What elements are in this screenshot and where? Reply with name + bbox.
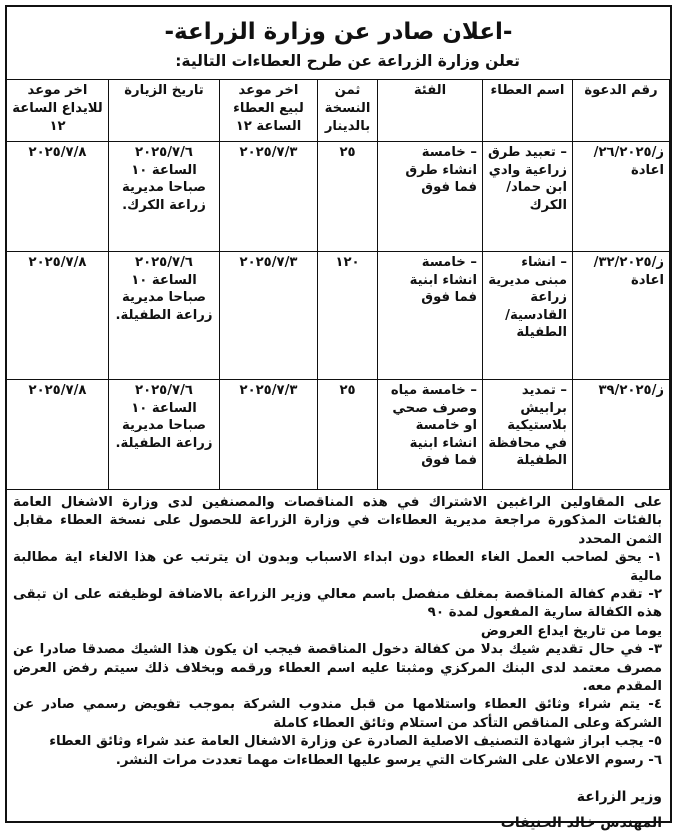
cell-tender-number: ز/٣٩/٢٠٢٥ bbox=[573, 380, 670, 490]
cell-sale-deadline: ٢٠٢٥/٧/٣ bbox=[220, 380, 318, 490]
cell-sale-deadline: ٢٠٢٥/٧/٣ bbox=[220, 142, 318, 252]
term-item: ٣- في حال تقديم شيك بدلا من كفالة دخول المناقصة فيجب ان يكون هذا الشيك مصدقا صادرا عن مصرف معتمد لدى البنك المركزي ومثبتا عليه اسم العطاء ورقمه وبخلاف ذلك سيتم رفض العرض المقدم معه. bbox=[13, 642, 662, 695]
tenders-table bbox=[6, 79, 670, 490]
table-row bbox=[7, 142, 670, 252]
cell-category: – خامسة انشاء ابنية فما فوق bbox=[378, 252, 483, 380]
header-category: الفئة bbox=[378, 80, 483, 142]
announcement-title: -اعلان صادر عن وزارة الزراعة- bbox=[164, 19, 513, 45]
cell-visit-date: ٢٠٢٥/٧/٦ الساعة ١٠ صباحا مديرية زراعة الطفيلة. bbox=[109, 380, 220, 490]
cell-tender-number: ز/٣٢/٢٠٢٥/ اعادة bbox=[573, 252, 670, 380]
header-tender-name: اسم العطاء bbox=[483, 80, 573, 142]
announcement-subtitle: تعلن وزارة الزراعة عن طرح العطاءات التالية: bbox=[175, 52, 520, 70]
cell-category: – خامسة مياه وصرف صحي او خامسة انشاء ابنية فما فوق bbox=[378, 380, 483, 490]
header-tender-number: رقم الدعوة bbox=[573, 80, 670, 142]
cell-tender-number: ز/٢٦/٢٠٢٥/ اعادة bbox=[573, 142, 670, 252]
cell-copy-price: ٢٥ bbox=[318, 380, 378, 490]
cell-visit-date: ٢٠٢٥/٧/٦ الساعة ١٠ صباحا مديرية زراعة الكرك. bbox=[109, 142, 220, 252]
table-header-row bbox=[7, 80, 670, 142]
table-row bbox=[7, 252, 670, 380]
cell-copy-price: ١٢٠ bbox=[318, 252, 378, 380]
term-item: ١- يحق لصاحب العمل الغاء العطاء دون ابداء الاسباب وبدون ان يترتب عن هذا الالغاء اية مطالبة مالية bbox=[13, 550, 662, 584]
terms-intro: على المقاولين الراغبين الاشتراك في هذه المناقصات والمصنفين لدى وزارة الاشغال العامة بالفئات المذكورة مراجعة مديرية العطاءات في وزارة الزراعة للحصول على نسخة العطاء مقابل الثمن المحدد bbox=[13, 495, 662, 547]
header-copy-price: ثمن النسخة بالدينار bbox=[318, 80, 378, 142]
cell-tender-name: – انشاء مبنى مديرية زراعة القادسية/ الطفيلة bbox=[483, 252, 573, 380]
signature-block bbox=[7, 784, 670, 836]
announcement-frame bbox=[5, 5, 672, 832]
signature-name: المهندس خالد الحنيفات bbox=[500, 815, 662, 832]
header-visit-date: تاريخ الزيارة bbox=[109, 80, 220, 142]
cell-sale-deadline: ٢٠٢٥/٧/٣ bbox=[220, 252, 318, 380]
cell-deposit-deadline: ٢٠٢٥/٧/٨ bbox=[7, 380, 109, 490]
term-item: ٢- تقدم كفالة المناقصة بمغلف منفصل باسم معالي وزير الزراعة بالاضافة لوظيفته على ان تبقى هذه الكفالة سارية المفعول لمدة ٩٠ bbox=[13, 587, 662, 621]
terms-section bbox=[7, 490, 670, 770]
cell-deposit-deadline: ٢٠٢٥/٧/٨ bbox=[7, 252, 109, 380]
term-item: ٦- رسوم الاعلان على الشركات التي يرسو عليها العطاءات مهما تعددت مرات النشر. bbox=[115, 752, 662, 768]
cell-visit-date: ٢٠٢٥/٧/٦ الساعة ١٠ صباحا مديرية زراعة الطفيلة. bbox=[109, 252, 220, 380]
cell-deposit-deadline: ٢٠٢٥/٧/٨ bbox=[7, 142, 109, 252]
header-deposit-deadline: اخر موعد للايداع الساعة ١٢ bbox=[7, 80, 109, 142]
signature-title: وزير الزراعة bbox=[576, 789, 662, 806]
cell-copy-price: ٢٥ bbox=[318, 142, 378, 252]
term-item: ٤- يتم شراء وثائق العطاء واستلامها من قبل مندوب الشركة بموجب تفويض رسمي صادر عن الشركة وعلى المناقص التأكد من استلام وثائق العطاء كاملة bbox=[13, 697, 662, 731]
header-sale-deadline: اخر موعد لبيع العطاء الساعة ١٢ bbox=[220, 80, 318, 142]
cell-tender-name: – تعبيد طرق زراعية وادي ابن حماد/ الكرك bbox=[483, 142, 573, 252]
cell-category: – خامسة انشاء طرق فما فوق bbox=[378, 142, 483, 252]
cell-tender-name: – تمديد برابيش بلاستيكية في محافظة الطفيلة bbox=[483, 380, 573, 490]
term-item: ٥- يجب ابراز شهادة التصنيف الاصلية الصادرة عن وزارة الاشغال العامة عند شراء وثائق العطاء bbox=[49, 734, 662, 750]
table-row bbox=[7, 380, 670, 490]
term-item: يوما من تاريخ ايداع العروض bbox=[480, 623, 662, 639]
